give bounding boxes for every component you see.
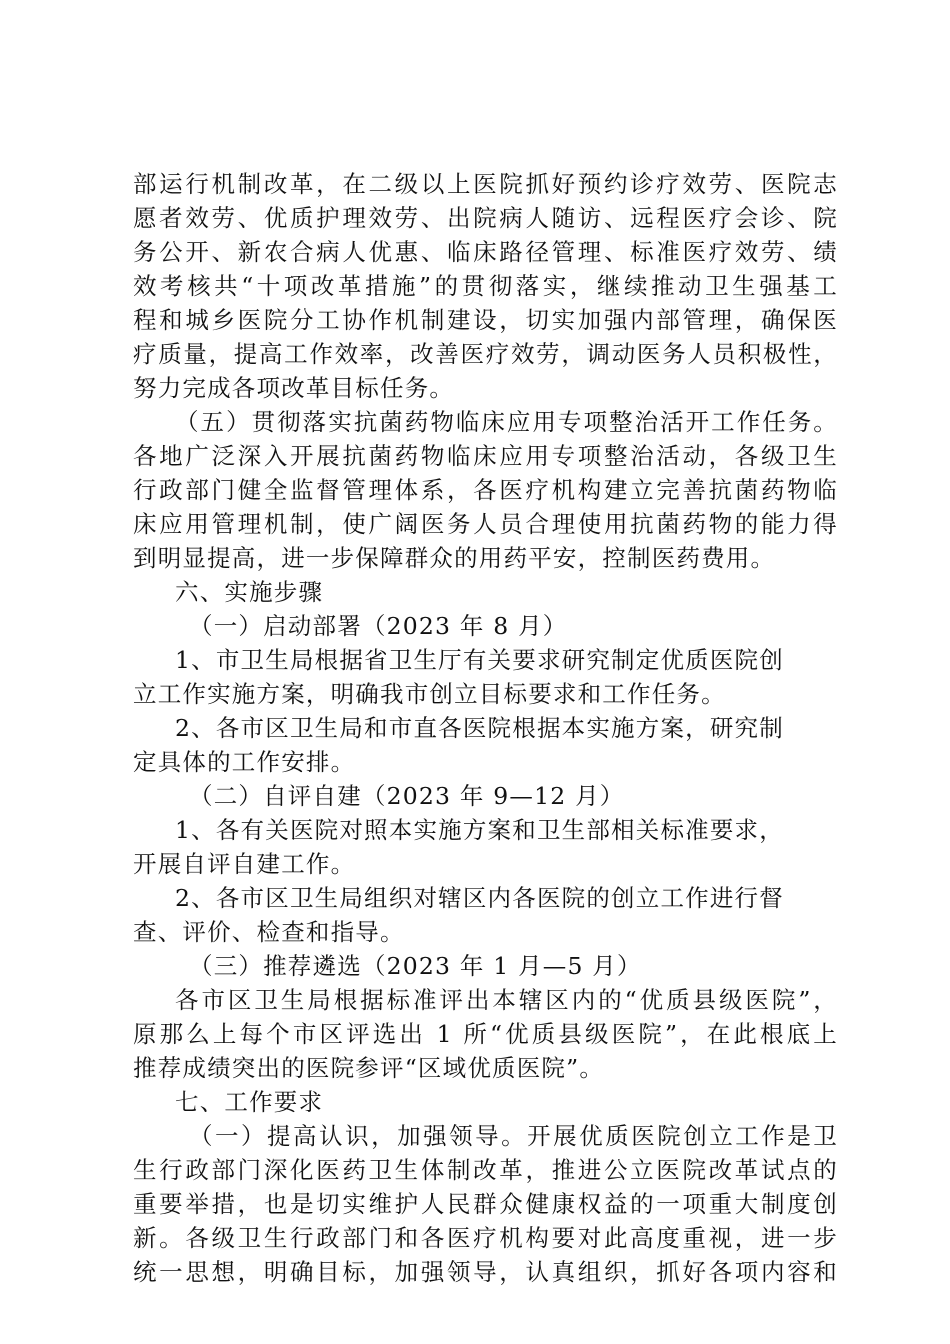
text-line: 查、评价、检查和指导。 xyxy=(133,918,405,946)
text-line: 1、各有关医院对照本实施方案和卫生部相关标准要求， xyxy=(175,816,784,844)
document-body xyxy=(133,167,838,1289)
text-line: 生行政部门深化医药卫生体制改革，推进公立医院改革试点的 xyxy=(133,1156,838,1184)
text-line: 定具体的工作安排。 xyxy=(133,748,356,776)
text-line: 各市区卫生局根据标准评出本辖区内的“优质县级医院”， xyxy=(175,986,838,1014)
text-line: （一）提高认识，加强领导。开展优质医院创立工作是卫 xyxy=(189,1122,838,1150)
text-line: 效考核共“十项改革措施”的贯彻落实，继续推动卫生强基工 xyxy=(133,272,838,300)
subsection-heading: （二）自评自建（2023 年 9—12 月） xyxy=(189,782,625,810)
section-heading: （五）贯彻落实抗菌药物临床应用专项整治活开工作任务。 xyxy=(175,408,838,436)
text-line: 床应用管理机制，使广阔医务人员合理使用抗菌药物的能力得 xyxy=(133,510,838,538)
text-line: 新。各级卫生行政部门和各医疗机构要对此高度重视，进一步 xyxy=(133,1224,838,1252)
text-line: 行政部门健全监督管理体系，各医疗机构建立完善抗菌药物临 xyxy=(133,476,838,504)
text-line: 开展自评自建工作。 xyxy=(133,850,356,878)
subsection-heading: （一）启动部署（2023 年 8 月） xyxy=(189,612,568,640)
text-line: 部运行机制改革，在二级以上医院抓好预约诊疗效劳、医院志 xyxy=(133,170,838,198)
text-line: 立工作实施方案，明确我市创立目标要求和工作任务。 xyxy=(133,680,726,708)
text-line: 统一思想，明确目标，加强领导，认真组织，抓好各项内容和 xyxy=(133,1258,838,1286)
text-line: 到明显提高，进一步保障群众的用药平安，控制医药费用。 xyxy=(133,544,776,572)
text-line: 各地广泛深入开展抗菌药物临床应用专项整治活动，各级卫生 xyxy=(133,442,838,470)
text-line: 2、各市区卫生局组织对辖区内各医院的创立工作进行督 xyxy=(175,884,784,912)
text-line: 1、市卫生局根据省卫生厅有关要求研究制定优质医院创 xyxy=(175,646,784,674)
text-line: 重要举措，也是切实维护人民群众健康权益的一项重大制度创 xyxy=(133,1190,838,1218)
text-line: 努力完成各项改革目标任务。 xyxy=(133,374,455,402)
subsection-heading: （三）推荐遴选（2023 年 1 月—5 月） xyxy=(189,952,642,980)
text-line: 原那么上每个市区评选出 1 所“优质县级医院”，在此根底上 xyxy=(133,1020,838,1048)
section-heading: 七、工作要求 xyxy=(175,1088,324,1116)
text-line: 程和城乡医院分工协作机制建设，切实加强内部管理，确保医 xyxy=(133,306,838,334)
text-line: 务公开、新农合病人优惠、临床路径管理、标准医疗效劳、绩 xyxy=(133,238,838,266)
text-line: 愿者效劳、优质护理效劳、出院病人随访、远程医疗会诊、院 xyxy=(133,204,838,232)
text-line: 疗质量，提高工作效率，改善医疗效劳，调动医务人员积极性， xyxy=(133,340,838,368)
text-line: 推荐成绩突出的医院参评“区域优质医院”。 xyxy=(133,1054,605,1082)
section-heading: 六、实施步骤 xyxy=(175,578,324,606)
text-line: 2、各市区卫生局和市直各医院根据本实施方案，研究制 xyxy=(175,714,784,742)
